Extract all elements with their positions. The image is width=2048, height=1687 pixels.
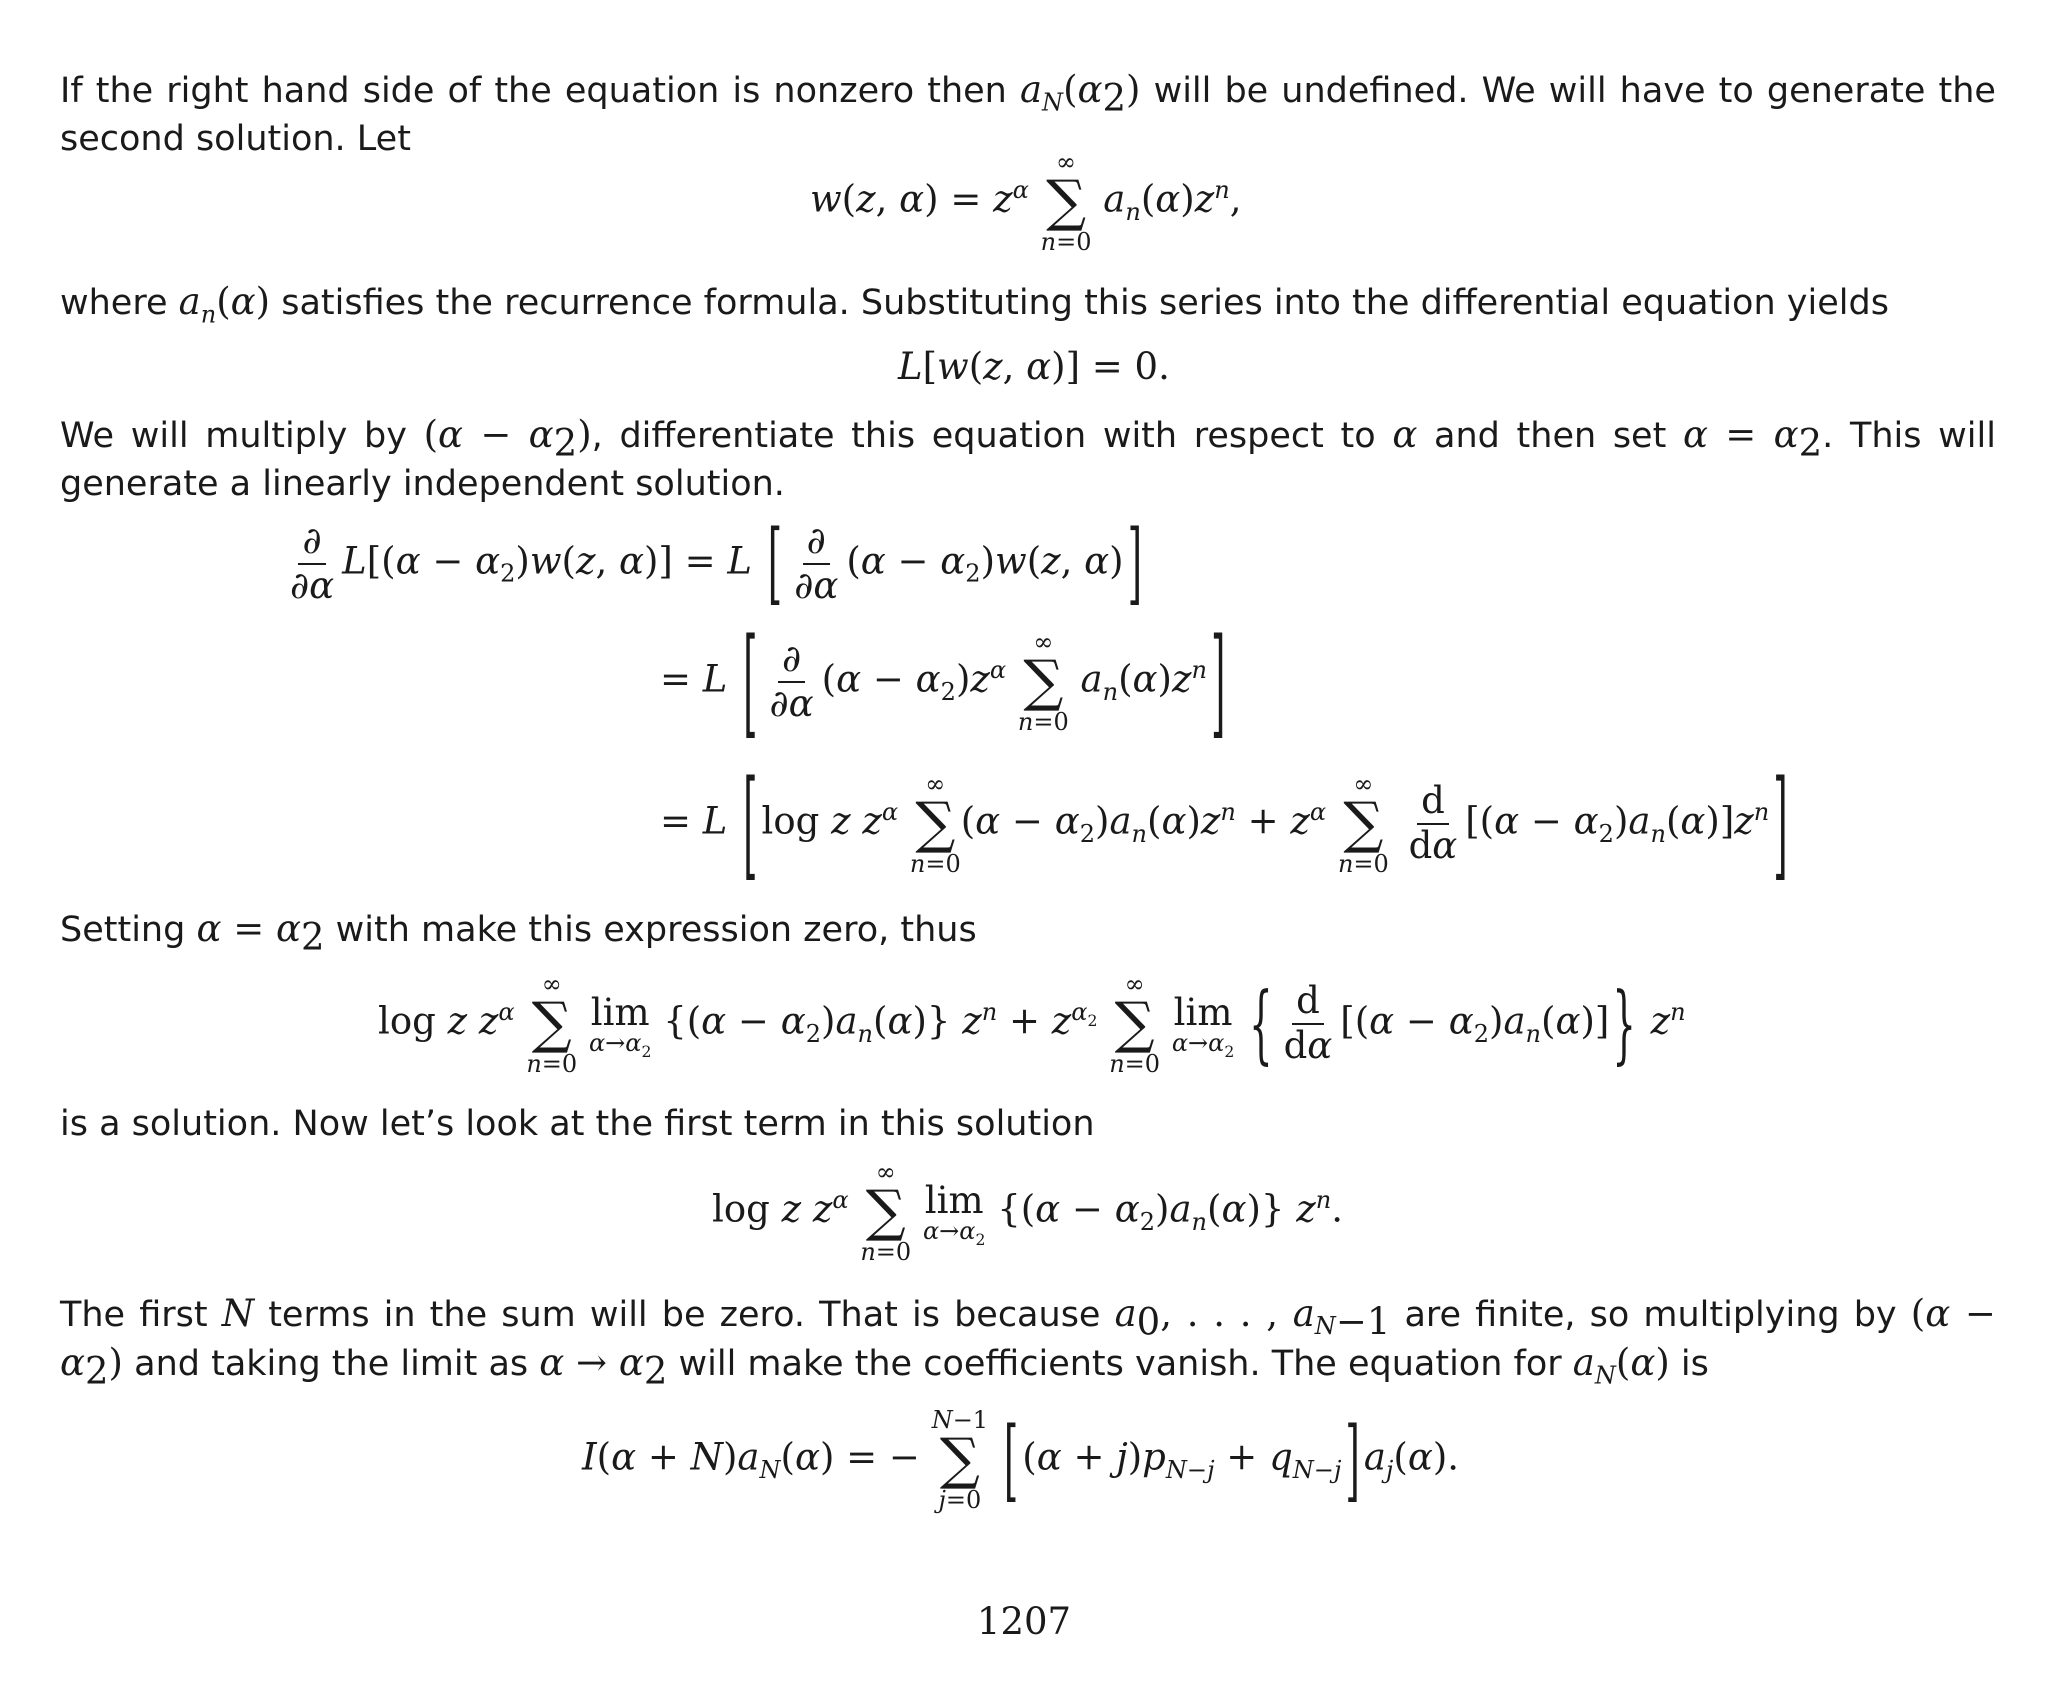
equation-second-solution: log z $z^\alpha$ ∞ ∑ n=0 lim $\alpha\to\alpha_2$ $\{(\alpha - \alpha_2)a_n(\alpha)\}$ $z^n + z^{\alpha_2}$ ∞ ∑ n=0 lim $\alpha\to\alpha_2$ { $\frac{d}{d\alpha}$ $[(\alpha - \alpha_2)a_n(\alpha)]$} $z^n$	[378, 970, 1686, 1078]
sum-operator: ∞ ∑ n=0	[860, 1158, 912, 1266]
limit-operator: lim $\alpha\to\alpha_2$	[588, 990, 652, 1061]
text-run: . This will generate a linearly independent solution.	[60, 416, 1996, 504]
text-run: satisfies the recurrence formula. Substituting this series into the differential equation yields	[281, 283, 1889, 323]
paragraph-5	[60, 1100, 1996, 1148]
text-run: terms in the sum will be zero. That is because	[268, 1295, 1101, 1335]
paragraph-4	[60, 905, 1996, 959]
sum-operator: ∞ ∑ n=0	[1109, 970, 1161, 1078]
math-inline: $(\alpha - \alpha_2)$	[423, 413, 592, 465]
text-run: is	[1680, 1344, 1709, 1384]
math-inline: $\alpha = \alpha_2$	[1683, 413, 1823, 465]
text-run: with make this expression zero, thus	[335, 910, 977, 950]
sum-operator: ∞ ∑ n=0	[909, 770, 961, 878]
math-inline: $a_N(\alpha)$	[1572, 1341, 1670, 1390]
sum-operator: ∞ ∑ n=0	[526, 970, 578, 1078]
text-run: We will multiply by	[60, 416, 407, 456]
paragraph-1	[60, 66, 1996, 163]
text-run: , differentiate this equation with respect to	[591, 416, 1376, 456]
math-inline: $a_n(\alpha)$	[178, 280, 271, 329]
text-run: The first	[60, 1295, 208, 1335]
math-inline: $(\alpha - \alpha_2)$	[60, 1292, 1996, 1393]
text-run: and taking the limit as	[134, 1344, 529, 1384]
derivative-fraction: $\frac{d}{d\alpha}$	[1408, 779, 1458, 867]
equation-operator-zero: L[w(z, α)] = 0.	[898, 345, 1170, 388]
text-run: If the right hand side of the equation is nonzero then	[60, 71, 1007, 111]
sum-operator: ∞ ∑ n=0	[1040, 148, 1092, 256]
math-inline: α	[1392, 413, 1418, 456]
derivative-fraction: $\frac{d}{d\alpha}$	[1283, 979, 1333, 1067]
page-number: 1207	[976, 1600, 1072, 1643]
text-run: are finite, so multiplying by	[1404, 1295, 1897, 1335]
sum-operator: N−1 ∑ j=0	[931, 1406, 989, 1514]
sum-operator: ∞ ∑ n=0	[1017, 628, 1069, 736]
paragraph-3	[60, 411, 1996, 508]
derivation-line-1: $\frac{\partial}{\partial\alpha}$ $L[(\alpha - \alpha_2)w(z$, α)] = L [ $\frac{\partial}{\partial\alpha}$ $(\alpha - \alpha_2)w(z$, α) ]	[282, 522, 1146, 606]
derivation-line-2: = L [ $\frac{\partial}{\partial\alpha}$ $(\alpha - \alpha_2)z^\alpha$ ∞ ∑ n=0 $a_n(\alpha)z^n$ ]	[660, 613, 1226, 751]
math-inline: $\alpha = \alpha_2$	[196, 907, 325, 959]
math-inline: $a_0$, . . . , $a_{N-1}$	[1114, 1292, 1391, 1344]
equation-first-term: log z $z^\alpha$ ∞ ∑ n=0 lim $\alpha\to\alpha_2$ $\{(\alpha - \alpha_2)a_n(\alpha)\}$ $z^n$.	[712, 1158, 1343, 1266]
paragraph-6	[60, 1290, 1996, 1393]
text-run: will make the coefficients vanish. The equation for	[678, 1344, 1562, 1384]
partial-fraction: $\frac{\partial}{\partial\alpha}$	[290, 519, 335, 607]
paragraph-2	[60, 278, 1996, 327]
partial-fraction: $\frac{\partial}{\partial\alpha}$	[794, 519, 839, 607]
partial-fraction: $\frac{\partial}{\partial\alpha}$	[769, 637, 814, 725]
limit-operator: lim $\alpha\to\alpha_2$	[1171, 990, 1235, 1061]
math-inline: $a_N(\alpha_2)$	[1019, 68, 1141, 120]
math-inline: $\alpha \to \alpha_2$	[539, 1341, 668, 1393]
limit-operator: lim $\alpha\to\alpha_2$	[922, 1178, 986, 1249]
text-run: Setting	[60, 910, 186, 950]
math-inline: N	[221, 1292, 255, 1335]
sum-operator: ∞ ∑ n=0	[1337, 770, 1389, 878]
equation-series-definition: w(z, $\alpha) = z^\alpha$ ∞ ∑ n=0 $a_n(\alpha)z^n$,	[810, 148, 1242, 256]
text-run: is a solution. Now let’s look at the first term in this solution	[60, 1104, 1095, 1144]
text-run: and then set	[1434, 416, 1667, 456]
equation-recurrence: $I(\alpha + N)a_N(\alpha)$ = − N−1 ∑ j=0 [ $(\alpha + j)p_{N-j} + q_{N-j}$ ] $a_j(\alpha)$.	[582, 1406, 1460, 1514]
text-run: where	[60, 283, 168, 323]
text-run: will be undefined. We will have to generate the second solution. Let	[60, 71, 1996, 159]
derivation-line-3: = L [ log z $z^\alpha$ ∞ ∑ n=0 $(\alpha - \alpha_2)a_n(\alpha)z^n + z^\alpha$ ∞ ∑ n=0 $\frac{d}{d\alpha}$ $[(\alpha - \alpha_2)a_n(\alpha)]z^n$ ]	[660, 755, 1788, 893]
